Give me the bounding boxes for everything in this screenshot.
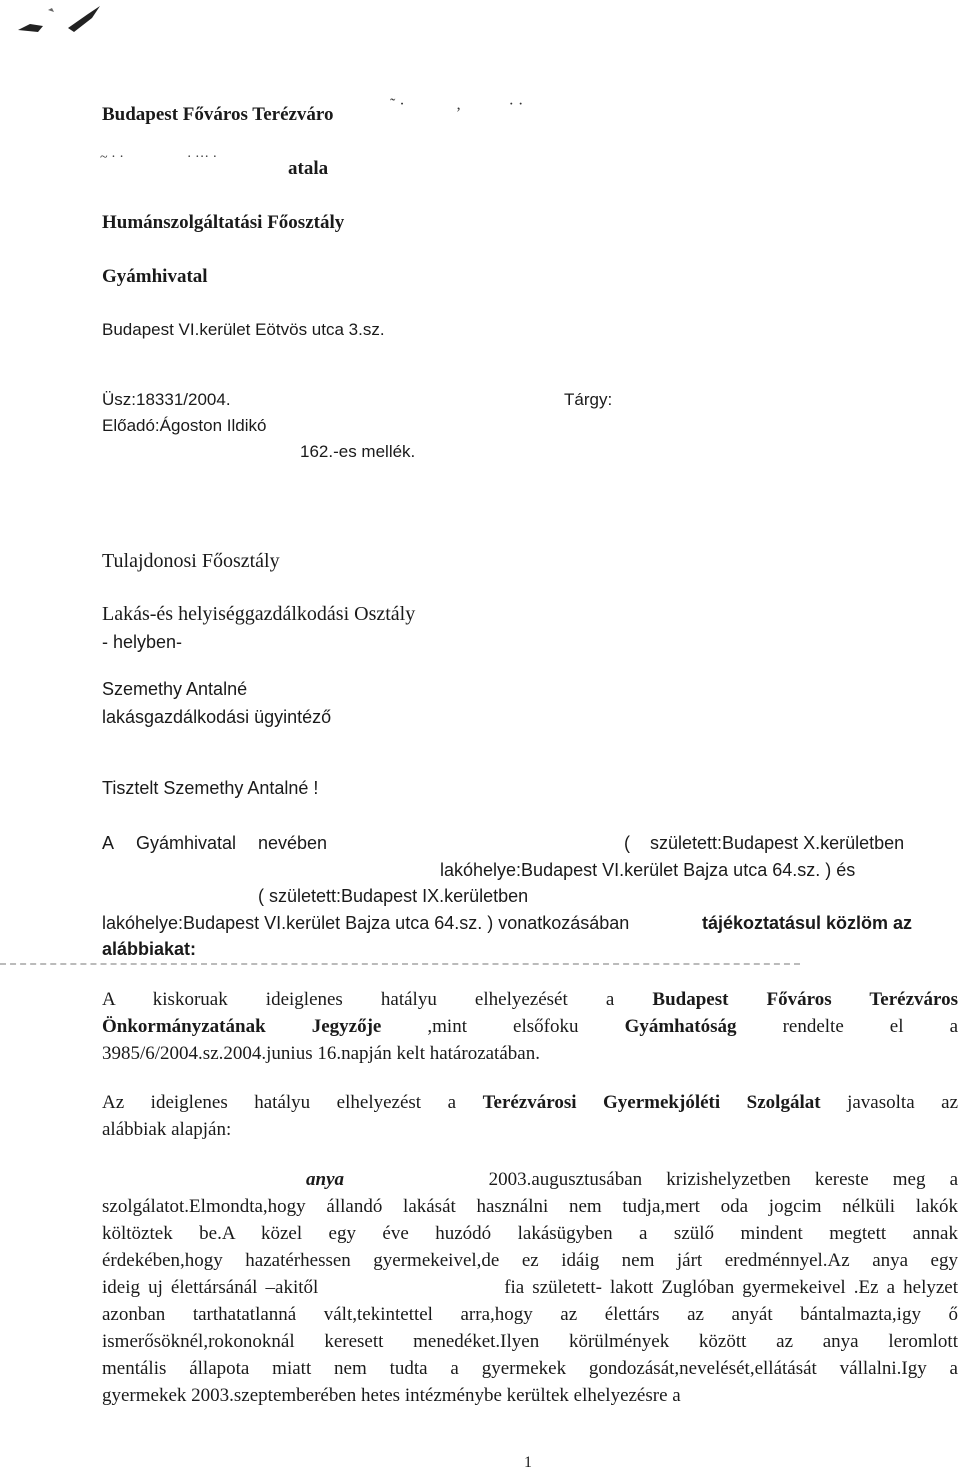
scan-artifact-mark (8, 0, 118, 40)
header-office: Gyámhivatal (102, 266, 208, 287)
paragraph-line (102, 1089, 958, 1116)
case-officer: Előadó:Ágoston Ildikó (102, 416, 267, 435)
paragraph-line: költöztek be.A közel egy éve huzódó lakásügyben a szülő mindent megtett annak (102, 1223, 958, 1244)
intro-word-a: A (102, 833, 115, 853)
intro-birthplace-2: ( született:Budapest IX.kerületben (258, 886, 529, 906)
intro-residence-1: lakóhelye:Budapest VI.kerület Bajza utca 64.sz. ) és (440, 860, 856, 880)
header-address: Budapest VI.kerület Eötvös utca 3.sz. (102, 320, 385, 339)
salutation: Tisztelt Szemethy Antalné ! (102, 778, 319, 798)
paragraph-line (102, 986, 958, 1013)
recipient-department: Tulajdonosi Főosztály (102, 550, 280, 572)
text-span: 2003.augusztusában krizishelyzetben kereste meg a (488, 1169, 959, 1190)
paragraph-placement (102, 986, 958, 1067)
text-span: ,mint elsőfoku (427, 1016, 579, 1037)
text-span: A kiskoruak ideiglenes hatályu elhelyezését a (102, 989, 615, 1010)
recipient-section: Lakás-és helyiséggazdálkodási Osztály (102, 603, 416, 625)
recipient-name: Szemethy Antalné (102, 679, 248, 699)
scan-noise: ˜ · , · · (390, 96, 524, 113)
intro-residence-2: lakóhelye:Budapest VI.kerület Bajza utca 64.sz. ) vonatkozásában (102, 913, 630, 933)
text-span: 3985/6/2004.sz.2004.junius 16.napján kelt határozatában. (102, 1043, 540, 1064)
paragraph-line: érdekében,hogy hazatérhessen gyermekeivel,de ez idáig nem járt eredménnyel.Az anya egy (102, 1250, 958, 1271)
text-span-bold: Budapest Főváros Terézváros (652, 989, 958, 1010)
intro-birthplace-1: született:Budapest X.kerületben (650, 833, 905, 853)
paragraph-line (102, 1274, 958, 1301)
text-span-bold-italic: anya (306, 1169, 344, 1190)
paragraph-line (102, 1166, 958, 1193)
scan-noise: ~ · · · ··· · (100, 150, 218, 165)
text-span-bold: Gyámhatóság (624, 1016, 737, 1037)
header-department: Humánszolgáltatási Főosztály (102, 212, 345, 233)
intro-paren: ( (624, 833, 630, 853)
text-span-bold: Terézvárosi Gyermekjóléti Szolgálat (482, 1092, 821, 1113)
paragraph-recommendation (102, 1089, 958, 1143)
subject-label: Tárgy: (564, 390, 613, 409)
header-authority: Budapest Főváros Terézváro (102, 104, 334, 125)
paragraph-background (102, 1166, 958, 1409)
text-span: fia született- lakott Zuglóban gyermekeivel .Ez a helyzet (504, 1277, 958, 1298)
text-span: Az ideiglenes hatályu elhelyezést a (102, 1092, 457, 1113)
paragraph-line (102, 1116, 958, 1143)
text-span: javasolta az (847, 1092, 959, 1113)
paragraph-line: gyermekek 2003.szeptemberében hetes intézménybe kerültek elhelyezésre a (102, 1385, 681, 1406)
paragraph-line: azonban tarthatatlanná vált,tekintettel arra,hogy az élettárs az anyát bántalmazta,igy ő (102, 1304, 958, 1325)
case-number: Üsz:18331/2004. (102, 390, 231, 409)
paragraph-line: mentális állapota miatt nem tudta a gyermekek gondozását,nevelését,ellátását vállalni.Igy a (102, 1358, 958, 1379)
text-span: ideig uj élettársánál –akitől (102, 1277, 319, 1298)
intro-word-neveben: nevében (258, 833, 328, 853)
intro-notice-bold: tájékoztatásul közlöm az (702, 913, 913, 933)
intro-word-gyamhivatal: Gyámhivatal (136, 833, 237, 853)
intro-following: alábbiakat: (102, 939, 197, 959)
page-number: 1 (524, 1454, 532, 1471)
paragraph-line: szolgálatot.Elmondta,hogy állandó lakását használni nem tudja,mert oda jogcim nélküli lakók (102, 1196, 958, 1217)
paragraph-line (102, 1040, 958, 1067)
recipient-role: lakásgazdálkodási ügyintéző (102, 707, 332, 727)
text-span-bold: Önkormányzatának Jegyzője (102, 1016, 382, 1037)
paragraph-line: ismerősöknél,rokonoknál keresett menedéket.Ilyen körülmények között az anya leromlott (102, 1331, 958, 1352)
recipient-local: - helyben- (102, 632, 183, 652)
header-office-fragment: atala (288, 158, 329, 179)
text-span: rendelte el a (782, 1016, 959, 1037)
scan-dashed-rule (0, 963, 800, 965)
paragraph-line (102, 1013, 958, 1040)
extension-number: 162.-es mellék. (300, 442, 416, 461)
text-span: alábbiak alapján: (102, 1119, 232, 1140)
